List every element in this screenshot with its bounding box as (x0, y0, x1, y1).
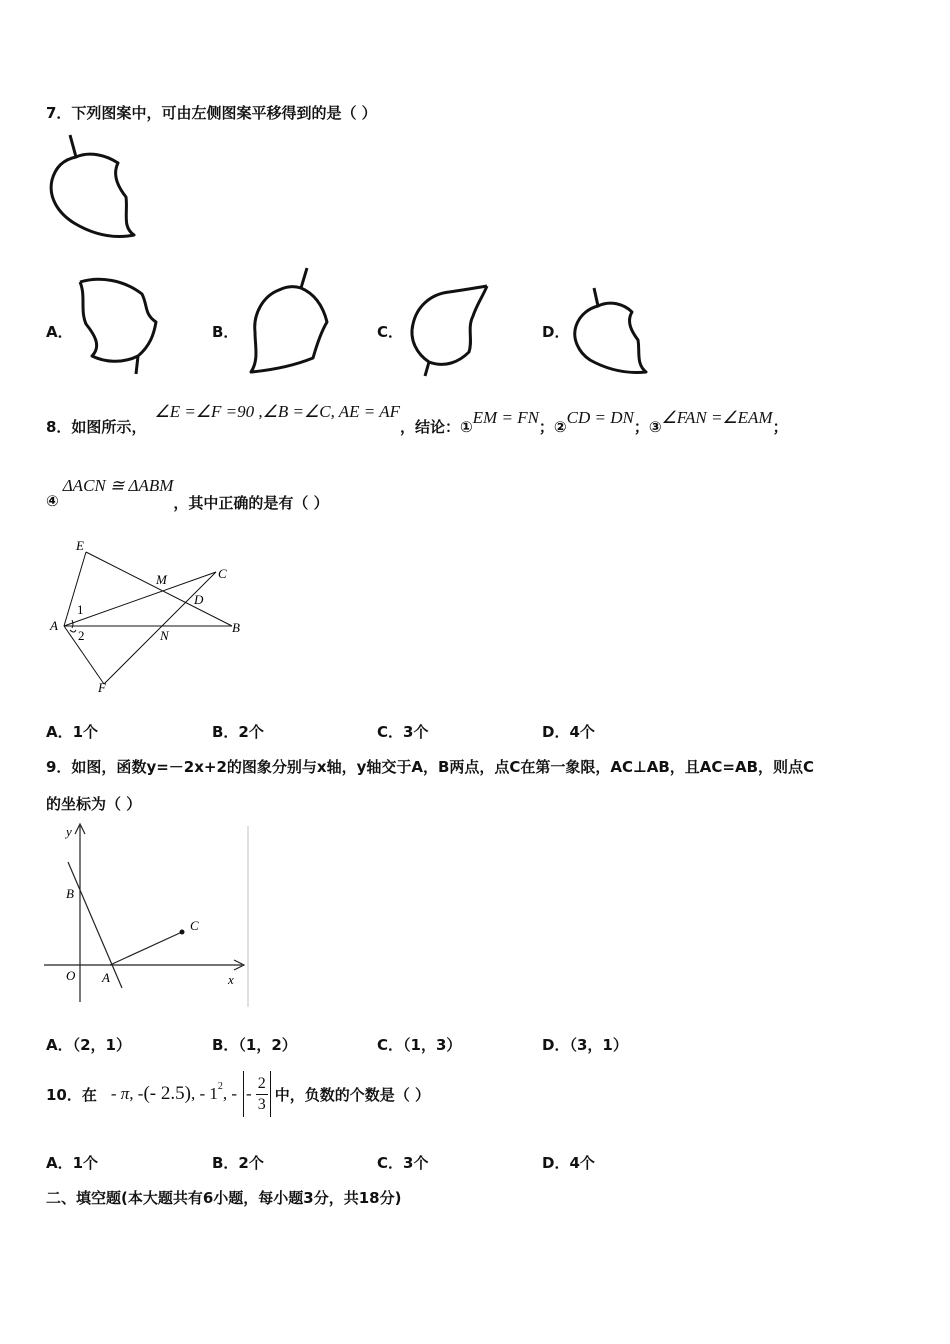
q8-label-2: 2 (78, 628, 85, 643)
q9-option-b[interactable]: B．（1，2） (212, 1036, 297, 1054)
q8-stem-line1 (46, 402, 788, 437)
q8-label-b: B (232, 620, 240, 635)
q10-option-d[interactable]: D．4个 (542, 1154, 595, 1172)
q9-label-y: y (66, 824, 72, 839)
q7-reference-leaf (44, 135, 144, 245)
q8-end: ； (772, 418, 788, 436)
q7-option-b-leaf (245, 266, 335, 376)
q10-stem-suffix: 中，负数的个数是（ ） (274, 1085, 430, 1104)
q7-stem: 7．下列图案中，可由左侧图案平移得到的是（ ） (46, 104, 377, 122)
q9-label-b: B (66, 886, 74, 901)
q9-option-c[interactable]: C．（1，3） (377, 1036, 462, 1054)
q10-stem-prefix: 10．在 (46, 1085, 97, 1104)
q10-option-b[interactable]: B．2个 (212, 1154, 264, 1172)
q8-label-m: M (156, 572, 167, 587)
q10-abs-minus: - (246, 1084, 252, 1103)
q9-stem: 9．如图，函数y=－2x+2的图象分别与x轴，y轴交于A，B两点，点C在第一象限，AC⊥AB，且AC=AB，则点C (46, 758, 815, 776)
q9-option-a[interactable]: A．（2，1） (46, 1036, 131, 1054)
q8-label-c: C (218, 566, 227, 581)
q10-absolute-value (243, 1071, 271, 1117)
q8-conclusion-prefix: ，结论：① (399, 418, 473, 436)
q9-label-c: C (190, 918, 199, 933)
q8-line2-prefix: ④ (46, 492, 59, 510)
q7-option-d-leaf (568, 286, 658, 386)
q7-option-b-label[interactable]: B． (212, 323, 239, 341)
q8-conclusion-1: EM = FN (472, 408, 539, 427)
q8-conclusion-3: ∠FAN =∠EAM (661, 408, 773, 427)
q10-expr-1: - π, - (110, 1084, 144, 1103)
q10-option-c[interactable]: C．3个 (377, 1154, 429, 1172)
q9-label-a: A (102, 970, 110, 985)
q8-conclusion-2: CD = DN (566, 408, 634, 427)
q9-label-o: O (66, 968, 76, 983)
q7-option-a-leaf (72, 276, 162, 376)
q8-label-n: N (160, 628, 169, 643)
q10-fraction (256, 1074, 268, 1115)
q8-option-a[interactable]: A．1个 (46, 723, 99, 741)
q10-frac-denominator: 3 (257, 1095, 266, 1113)
q8-stem-prefix: 8．如图所示， (46, 418, 147, 436)
q8-label-f: F (98, 680, 106, 695)
q8-line2-suffix: ，其中正确的是有（ ） (173, 494, 329, 512)
q8-label-1: 1 (77, 602, 84, 617)
q8-given: ∠E =∠F =90 ,∠B =∠C, AE = AF (154, 402, 400, 421)
q10-expr-2: (- 2.5) (143, 1083, 191, 1104)
q8-conclusion-4: ΔACN ≅ ΔABM (62, 476, 174, 495)
q8-figure (46, 538, 256, 698)
q8-stem-line2 (46, 476, 329, 513)
q8-label-a: A (50, 618, 58, 633)
q7-option-d-label[interactable]: D． (542, 323, 570, 341)
q8-sep-2: ；② (538, 418, 567, 436)
q9-label-x: x (228, 972, 234, 987)
q8-label-e: E (76, 538, 84, 553)
q10-expr-3: , - 1 (190, 1084, 218, 1103)
q7-option-a-label[interactable]: A． (46, 323, 73, 341)
q10-option-a[interactable]: A．1个 (46, 1154, 99, 1172)
q7-option-c-label[interactable]: C． (377, 323, 404, 341)
q9-stem-2: 的坐标为（ ） (46, 795, 142, 813)
q8-option-b[interactable]: B．2个 (212, 723, 264, 741)
q9-figure (44, 822, 254, 1007)
q7-option-c-leaf (405, 284, 495, 384)
q8-option-d[interactable]: D．4个 (542, 723, 595, 741)
q9-option-d[interactable]: D．（3，1） (542, 1036, 628, 1054)
q8-sep-3: ；③ (633, 418, 662, 436)
q10-stem (46, 1070, 430, 1118)
q10-expr-4: , - (222, 1084, 238, 1103)
section-2-title: 二、填空题(本大题共有6小题，每小题3分，共18分) (46, 1189, 402, 1207)
q10-exponent: 2 (217, 1080, 223, 1092)
q10-frac-numerator: 2 (257, 1074, 266, 1092)
q8-option-c[interactable]: C．3个 (377, 723, 429, 741)
q8-label-d: D (194, 592, 204, 607)
